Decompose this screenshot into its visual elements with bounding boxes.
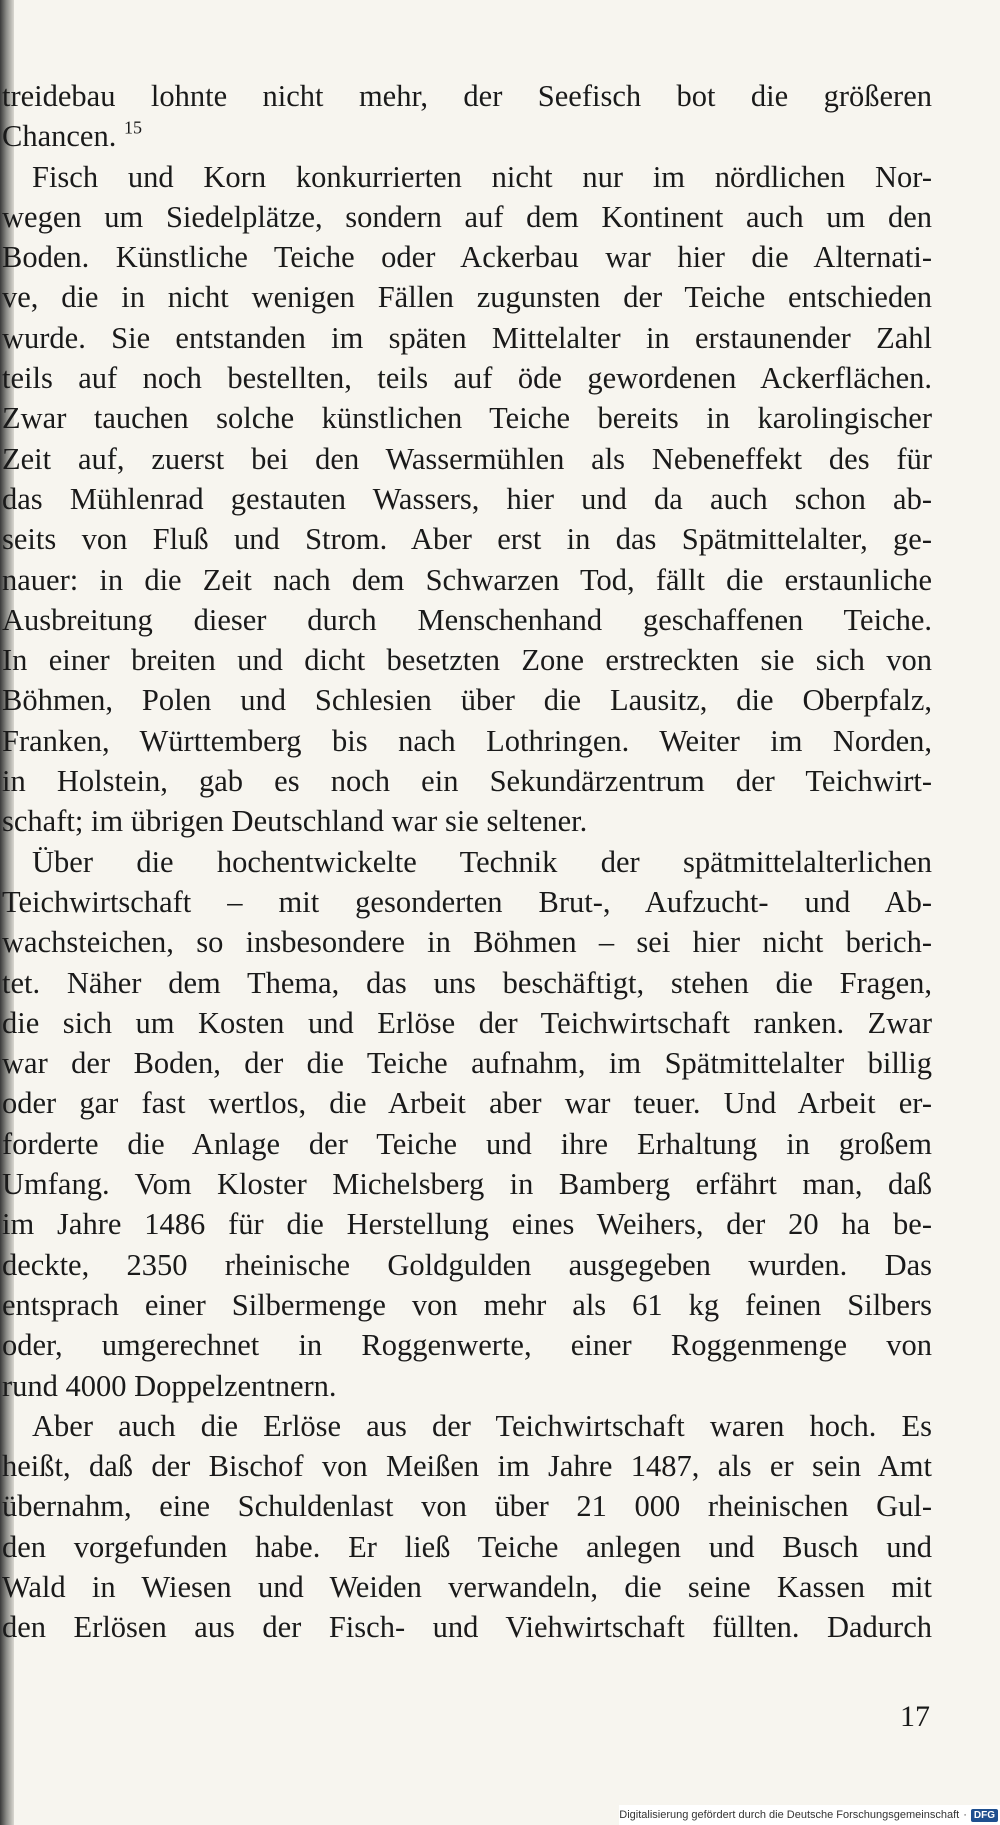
text-line: Zeit auf, zuerst bei den Wassermühlen als Nebeneffekt des für: [2, 441, 932, 476]
text-line: den vorgefunden habe. Er ließ Teiche anlegen und Busch und: [2, 1529, 932, 1564]
footer-separator: ·: [963, 1809, 967, 1821]
text-line: im Jahre 1486 für die Herstellung eines Weihers, der 20 ha be-: [2, 1207, 932, 1242]
text-line: Umfang. Vom Kloster Michelsberg in Bamberg erfährt man, daß: [2, 1167, 932, 1202]
digitization-footer: [619, 1805, 1000, 1825]
text-line: war der Boden, der die Teiche aufnahm, im Spätmittelalter billig: [2, 1046, 932, 1081]
text-line: die sich um Kosten und Erlöse der Teichwirtschaft ranken. Zwar: [2, 1005, 932, 1040]
text-line: übernahm, eine Schuldenlast von über 21 000 rheinischen Gul-: [2, 1489, 932, 1524]
paragraph-start-line: Aber auch die Erlöse aus der Teichwirtschaft waren hoch. Es: [32, 1408, 932, 1443]
paragraph-start-line: Über die hochentwickelte Technik der spätmittelalterlichen: [32, 844, 932, 879]
text-line: Chancen.: [2, 119, 117, 154]
text-line: oder gar fast wertlos, die Arbeit aber war teuer. Und Arbeit er-: [2, 1086, 932, 1121]
page-number: 17: [900, 1700, 930, 1733]
text-line: In einer breiten und dicht besetzten Zone erstreckten sie sich von: [2, 643, 932, 678]
text-line: forderte die Anlage der Teiche und ihre Erhaltung in großem: [2, 1126, 932, 1161]
text-line: teils auf noch bestellten, teils auf öde gewordenen Ackerflächen.: [2, 361, 932, 396]
text-line: deckte, 2350 rheinische Goldgulden ausgegeben wurden. Das: [2, 1247, 932, 1282]
text-line: treidebau lohnte nicht mehr, der Seefisch bot die größeren: [2, 79, 932, 113]
funding-credit: Digitalisierung gefördert durch die Deutsche Forschungsgemeinschaft: [619, 1809, 960, 1821]
dfg-logo-icon: DFG: [971, 1809, 998, 1822]
text-line: wegen um Siedelplätze, sondern auf dem Kontinent auch um den: [2, 199, 932, 234]
text-line: das Mühlenrad gestauten Wassers, hier und da auch schon ab-: [2, 481, 932, 516]
text-line: den Erlösen aus der Fisch- und Viehwirtschaft füllten. Dadurch: [2, 1610, 932, 1645]
text-line: heißt, daß der Bischof von Meißen im Jahre 1487, als er sein Amt: [2, 1449, 932, 1484]
footnote-reference[interactable]: 15: [123, 117, 142, 138]
text-line: tet. Näher dem Thema, das uns beschäftigt, stehen die Fragen,: [2, 965, 932, 1000]
text-line: ve, die in nicht wenigen Fällen zugunsten der Teiche entschieden: [2, 280, 932, 315]
text-line: in Holstein, gab es noch ein Sekundärzentrum der Teichwirt-: [2, 764, 932, 799]
text-line: schaft; im übrigen Deutschland war sie seltener.: [2, 804, 588, 839]
text-line: entsprach einer Silbermenge von mehr als 61 kg feinen Silbers: [2, 1287, 932, 1322]
text-line: wurde. Sie entstanden im späten Mittelalter in erstaunender Zahl: [2, 320, 932, 355]
body-text: [2, 76, 932, 1648]
text-line: Böhmen, Polen und Schlesien über die Lausitz, die Oberpfalz,: [2, 683, 932, 718]
text-line: rund 4000 Doppelzentnern.: [2, 1368, 337, 1403]
text-line: Ausbreitung dieser durch Menschenhand geschaffenen Teiche.: [2, 602, 932, 637]
text-line: Wald in Wiesen und Weiden verwandeln, die seine Kassen mit: [2, 1569, 932, 1604]
paragraph-start-line: Fisch und Korn konkurrierten nicht nur im nördlichen Nor-: [32, 159, 932, 194]
text-line: Teichwirtschaft – mit gesonderten Brut-, Aufzucht- und Ab-: [2, 884, 932, 919]
text-line: Boden. Künstliche Teiche oder Ackerbau war hier die Alternati-: [2, 240, 932, 275]
text-line: Zwar tauchen solche künstlichen Teiche bereits in karolingischer: [2, 401, 932, 436]
text-line-with-footnote: [2, 116, 932, 156]
text-line: Franken, Württemberg bis nach Lothringen. Weiter im Norden,: [2, 723, 932, 758]
text-line: seits von Fluß und Strom. Aber erst in das Spätmittelalter, ge-: [2, 522, 932, 557]
text-line: oder, umgerechnet in Roggenwerte, einer Roggenmenge von: [2, 1328, 932, 1363]
text-line: nauer: in die Zeit nach dem Schwarzen Tod, fällt die erstaunliche: [2, 562, 932, 597]
text-line: wachsteichen, so insbesondere in Böhmen – sei hier nicht berich-: [2, 925, 932, 960]
